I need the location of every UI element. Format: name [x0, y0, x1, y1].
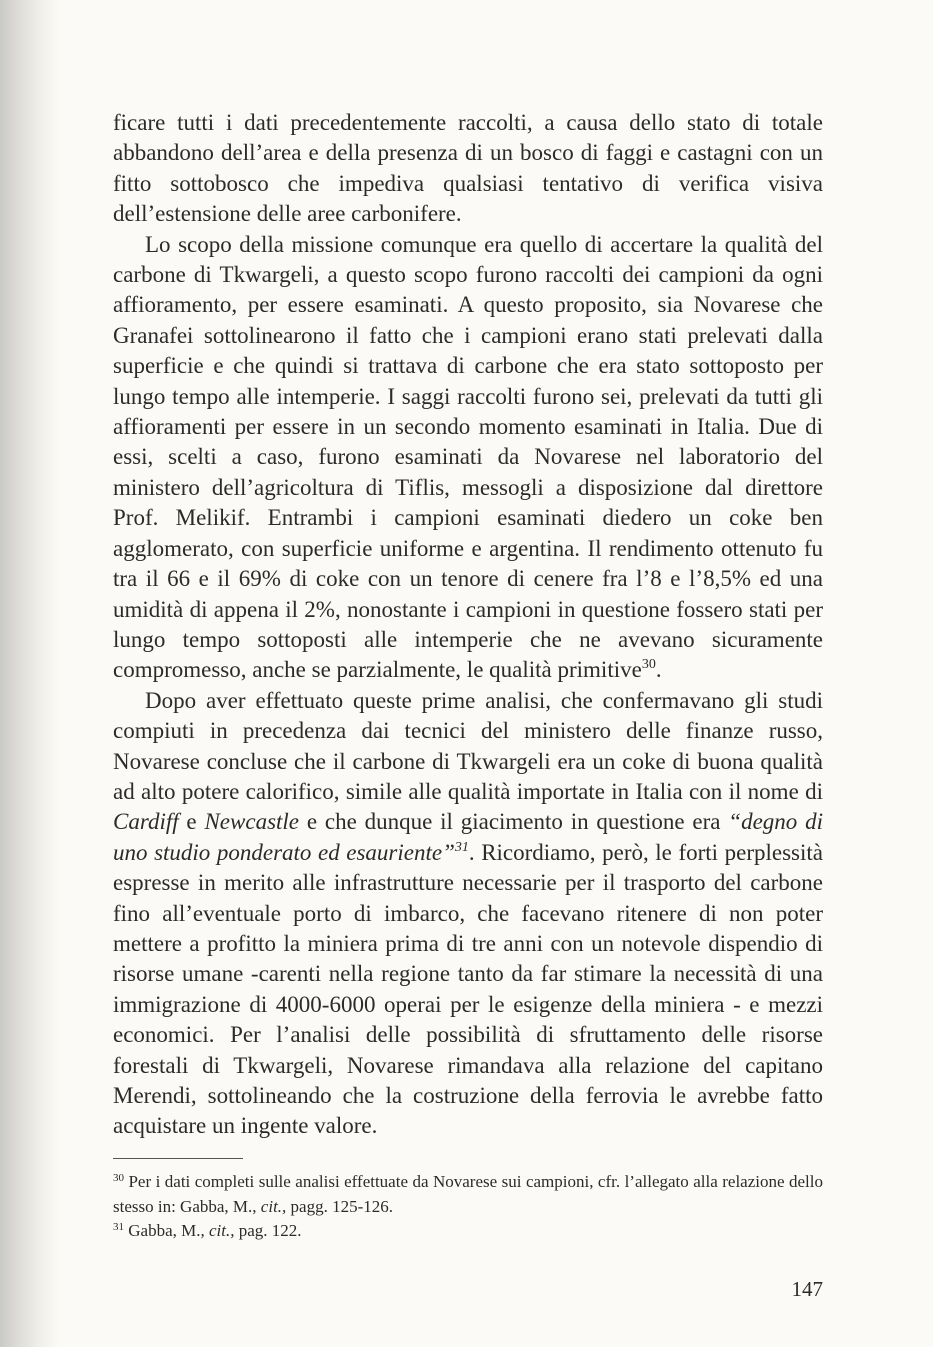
- text-run: pagg. 125-126.: [286, 1196, 394, 1216]
- text-run: pag. 122.: [234, 1221, 302, 1240]
- italic-text: cit.,: [260, 1196, 287, 1216]
- text-run: Dopo aver effettuato queste prime analisi, che confermavano gli studi compiuti in precedenza dai tecnici del ministero delle finanze russo, Novarese concluse che il carbone di Tkwargeli era un coke di buona qualità ad alto potere calorifico, simile alle qualità importate in Italia con il nome di: [113, 687, 823, 804]
- text-run: Gabba, M.,: [124, 1221, 209, 1240]
- footnotes: [113, 1170, 823, 1244]
- page-number: 147: [791, 1277, 823, 1301]
- footnote-ref: 30: [113, 1172, 124, 1184]
- text-run: .: [655, 657, 662, 683]
- paragraph: [113, 686, 823, 1142]
- text-run: e: [178, 809, 205, 835]
- footnote: [113, 1170, 823, 1219]
- text-run: ficare tutti i dati precedentemente raccolti, a causa dello stato di totale abbandono dell’area e della presenza di un bosco di faggi e castagni con un fitto sottobosco che impediva qualsiasi tentativo di verifica visiva dell’estensione delle aree carbonifere.: [113, 110, 823, 227]
- paragraph: [113, 230, 823, 686]
- italic-text: cit.,: [208, 1221, 235, 1240]
- footnote: [113, 1219, 823, 1244]
- paragraph: [113, 108, 823, 230]
- footnote-separator: [113, 1158, 243, 1159]
- text-run: Lo scopo della missione comunque era quello di accertare la qualità del carbone di Tkwargeli, a questo scopo furono raccolti dei campioni da ogni affioramento, per essere esaminati. A questo proposito, sia Novarese che Granafei sottolinearono il fatto che i campioni erano stati prelevati dalla superficie e che quindi si trattava di carbone che era stato sottoposto per lungo tempo alle intemperie. I saggi raccolti furono sei, prelevati da tutti gli affioramenti per essere in un secondo momento esaminati in Italia. Due di essi, scelti a caso, furono esaminati da Novarese nel laboratorio del ministero dell’agricoltura di Tiflis, messogli a disposizione dal direttore Prof. Melikif. Entrambi i campioni esaminati diedero un coke ben agglomerato, con superficie uniforme e argentina. Il rendimento ottenuto fu tra il 66 e il 69% di coke con un tenore di cenere fra l’8 e l’8,5% ed una umidità di appena il 2%, nonostante i campioni in questione fossero stati per lungo tempo sottoposti alle intemperie che ne avevano sicuramente compromesso, anche se parzialmente, le qualità primitive: [113, 231, 823, 683]
- footnote-ref: 31: [454, 839, 469, 855]
- italic-text: Cardiff: [113, 809, 179, 835]
- page-gutter-shadow: [0, 0, 60, 1347]
- text-run: . Ricordiamo, però, le forti perplessità espresse in merito alle infrastrutture necessarie per il trasporto del carbone fino all’eventuale porto di imbarco, che facevano ritenere di non poter mettere a profitto la miniera prima di tre anni con un notevole dispendio di risorse umane -carenti nella regione tanto da far stimare la necessità di una immigrazione di 4000-6000 operai per le esigenze della miniera - e mezzi economici. Per l’analisi delle possibilità di sfruttamento delle risorse forestali di Tkwargeli, Novarese rimandava alla relazione del capitano Merendi, sottolineando che la costruzione della ferrovia le avrebbe fatto acquistare un ingente valore.: [113, 839, 823, 1139]
- text-run: e che dunque il giacimento in questione era: [299, 809, 729, 835]
- footnote-ref: 31: [113, 1221, 124, 1233]
- text-run: Per i dati completi sulle analisi effettuate da Novarese sui campioni, cfr. l’allegato alla relazione dello stesso in: Gabba, M.,: [113, 1172, 823, 1216]
- body-text: [113, 108, 823, 1142]
- footnote-ref: 30: [641, 657, 656, 673]
- italic-text: Newcastle: [204, 809, 300, 835]
- italic-text: “degno di uno studio ponderato ed esauriente”: [113, 809, 824, 865]
